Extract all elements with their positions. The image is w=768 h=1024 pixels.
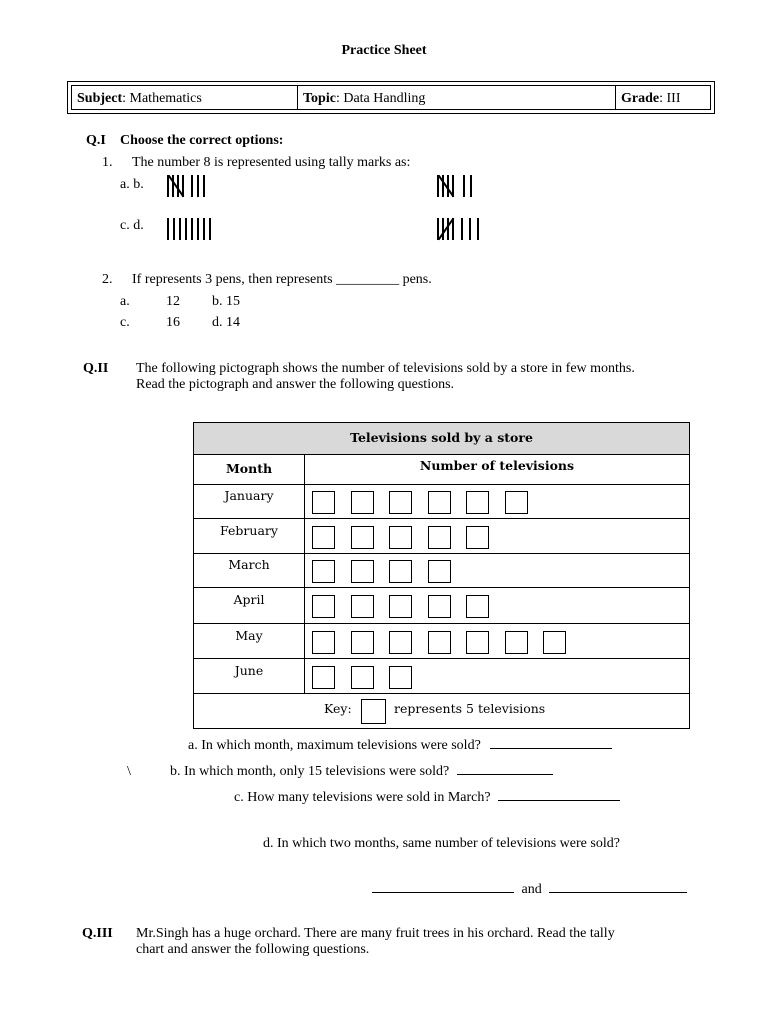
television-icons-cell <box>305 624 689 658</box>
month-header: Month <box>194 455 305 484</box>
q1-item2-number: 2. <box>102 272 113 287</box>
q2-number: Q.II <box>83 361 109 376</box>
q3-line1: Mr.Singh has a huge orchard. There are many fruit trees in his orchard. Read the tally <box>136 926 615 941</box>
q3-number: Q.III <box>82 926 113 941</box>
television-icons-cell <box>305 588 689 623</box>
q2-question-c-text: c. How many televisions were sold in March? <box>234 790 491 805</box>
month-cell: March <box>194 554 305 587</box>
key-text: represents 5 televisions <box>394 701 546 716</box>
subject-value: : Mathematics <box>122 91 202 106</box>
tally-option-d <box>437 218 487 240</box>
month-cell: February <box>194 519 305 553</box>
topic-label: Topic <box>303 91 336 106</box>
television-icon <box>351 526 374 549</box>
television-icon <box>428 526 451 549</box>
pictograph-row <box>194 624 689 659</box>
q1-item1-text: The number 8 is represented using tally marks as: <box>132 155 411 170</box>
answer-blank-a[interactable] <box>490 747 612 749</box>
television-icon <box>428 631 451 654</box>
television-icon <box>312 491 335 514</box>
pictograph-table <box>193 422 690 729</box>
q2-question-b <box>170 764 553 780</box>
q1-number: Q.I <box>86 133 106 148</box>
key-box-icon <box>361 699 386 724</box>
q3-line2: chart and answer the following questions. <box>136 942 370 957</box>
television-icon <box>466 631 489 654</box>
television-icon <box>351 631 374 654</box>
pictograph-key-row <box>194 695 689 728</box>
television-icon <box>466 526 489 549</box>
q2-question-b-mark: \ <box>127 764 131 779</box>
topic-value: : Data Handling <box>335 91 426 106</box>
television-icon <box>428 595 451 618</box>
answer-blank-c[interactable] <box>498 799 620 801</box>
television-icon <box>312 631 335 654</box>
television-icon <box>351 595 374 618</box>
month-cell: April <box>194 588 305 623</box>
q1-options-cd: c. d. <box>120 218 144 233</box>
grade-value: : III <box>659 91 681 106</box>
television-icon <box>312 666 335 689</box>
and-text: and <box>521 882 542 897</box>
header-table <box>67 81 715 114</box>
pictograph-row <box>194 588 689 624</box>
answer-blank-d1[interactable] <box>372 891 514 893</box>
q2-question-a-text: a. In which month, maximum televisions were sold? <box>188 738 481 753</box>
television-icons-cell <box>305 519 689 553</box>
tally-option-b <box>437 175 479 197</box>
pictograph-row <box>194 519 689 554</box>
answer-blank-b[interactable] <box>457 773 553 775</box>
month-cell: June <box>194 659 305 693</box>
pictograph-header-row <box>194 455 689 485</box>
q2-question-a <box>188 738 612 754</box>
television-icon <box>389 631 412 654</box>
page-title: Practice Sheet <box>341 43 427 58</box>
answer-blank-d2[interactable] <box>549 891 687 893</box>
television-icon <box>312 526 335 549</box>
television-icon <box>389 666 412 689</box>
television-icon <box>505 491 528 514</box>
topic-cell <box>298 86 616 109</box>
television-icon <box>543 631 566 654</box>
month-cell: January <box>194 485 305 518</box>
q2-line1: The following pictograph shows the number of televisions sold by a store in few months. <box>136 361 635 376</box>
pictograph-title: Televisions sold by a store <box>194 423 689 455</box>
pictograph-row <box>194 554 689 588</box>
number-header: Number of televisions <box>419 458 575 473</box>
q2-question-c <box>234 790 620 806</box>
television-icon <box>351 666 374 689</box>
television-icons-cell <box>305 485 689 518</box>
tally-option-c <box>167 218 217 240</box>
q1-heading: Choose the correct options: <box>120 133 284 148</box>
q1-item2-c-value: 16 <box>166 315 180 330</box>
q2-question-d: d. In which two months, same number of televisions were sold? <box>263 836 620 851</box>
subject-label: Subject <box>77 91 123 106</box>
key-label: Key: <box>324 701 352 716</box>
q2-question-d-answers <box>372 882 687 898</box>
television-icon <box>389 491 412 514</box>
q1-item2-c-label: c. <box>120 315 130 330</box>
television-icon <box>505 631 528 654</box>
television-icon <box>389 560 412 583</box>
television-icon <box>466 491 489 514</box>
television-icons-cell <box>305 554 689 587</box>
q1-options-ab: a. b. <box>120 177 144 192</box>
pictograph-row <box>194 659 689 694</box>
q1-item2-a-value: 12 <box>166 294 180 309</box>
television-icon <box>466 595 489 618</box>
television-icon <box>312 560 335 583</box>
television-icon <box>428 560 451 583</box>
television-icon <box>351 491 374 514</box>
q1-item2-b: b. 15 <box>212 294 240 309</box>
television-icon <box>428 491 451 514</box>
q2-line2: Read the pictograph and answer the following questions. <box>136 377 455 392</box>
television-icon <box>351 560 374 583</box>
grade-label: Grade <box>621 91 660 106</box>
month-cell: May <box>194 624 305 658</box>
television-icon <box>389 595 412 618</box>
q1-item2-a-label: a. <box>120 294 130 309</box>
q1-item2-d: d. 14 <box>212 315 240 330</box>
q1-item1-number: 1. <box>102 155 113 170</box>
grade-cell <box>616 86 710 109</box>
subject-cell <box>72 86 298 109</box>
tally-option-a <box>167 175 212 197</box>
pictograph-row <box>194 485 689 519</box>
television-icons-cell <box>305 659 689 693</box>
q2-question-b-text: b. In which month, only 15 televisions were sold? <box>170 764 450 779</box>
q1-item2-text: If represents 3 pens, then represents _________ pens. <box>132 272 432 287</box>
television-icon <box>312 595 335 618</box>
television-icon <box>389 526 412 549</box>
